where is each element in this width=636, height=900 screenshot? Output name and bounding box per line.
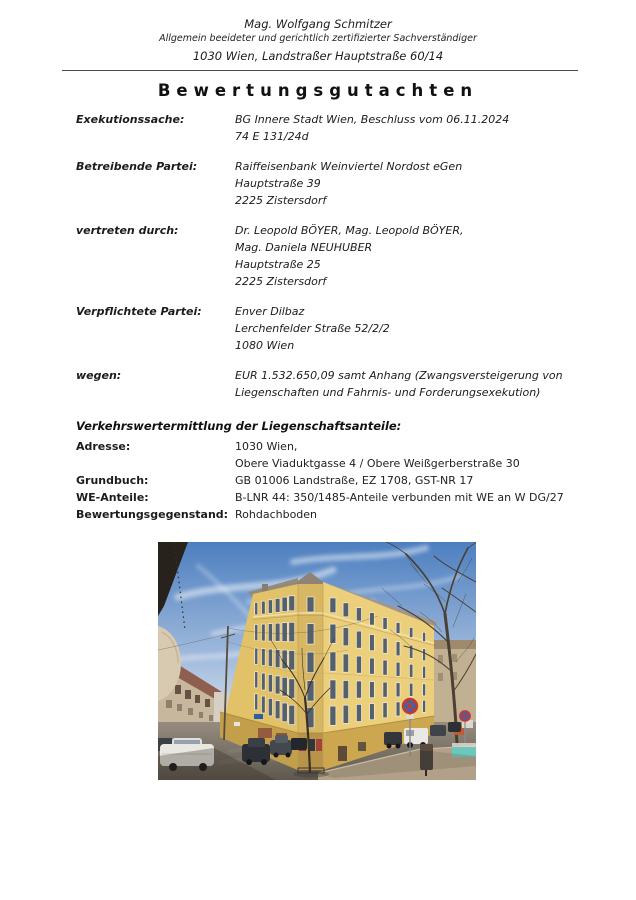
case-row-exekutionssache	[76, 111, 606, 145]
row-value	[235, 438, 520, 472]
property-row-adresse	[76, 438, 606, 472]
row-label: Verpflichtete Partei:	[76, 305, 202, 318]
row-label: Exekutionssache:	[76, 113, 185, 126]
property-row-bewertungsgegenstand	[76, 506, 606, 523]
row-label: Adresse:	[76, 440, 131, 453]
row-label: Bewertungsgegenstand:	[76, 508, 229, 521]
row-label: Grundbuch:	[76, 474, 149, 487]
row-line: Raiffeisenbank Weinviertel Nordost eGen	[235, 160, 463, 173]
row-line: Dr. Leopold BÖYER, Mag. Leopold BÖYER,	[235, 224, 464, 237]
case-row-vertreten-durch	[76, 222, 606, 290]
row-line: Liegenschaften und Fahrnis- und Forderungsexekution)	[235, 386, 541, 399]
row-line: B-LNR 44: 350/1485-Anteile verbunden mit WE an W DG/27	[235, 491, 564, 504]
row-line: GB 01006 Landstraße, EZ 1708, GST-NR 17	[235, 474, 474, 487]
row-line: EUR 1.532.650,09 samt Anhang (Zwangsversteigerung von	[235, 369, 563, 382]
row-line: Enver Dilbaz	[235, 305, 305, 318]
row-line: Hauptstraße 39	[235, 177, 321, 190]
row-label: vertreten durch:	[76, 224, 179, 237]
row-label: wegen:	[76, 369, 122, 382]
row-line: Lerchenfelder Straße 52/2/2	[235, 322, 390, 335]
row-value	[235, 158, 462, 209]
case-details	[76, 111, 606, 414]
case-row-wegen	[76, 367, 606, 401]
building-photo-illustration	[158, 542, 476, 780]
expert-address: 1030 Wien, Landstraßer Hauptstraße 60/14	[192, 49, 444, 63]
row-label: Betreibende Partei:	[76, 160, 198, 173]
expert-subtitle: Allgemein beeideter und gerichtlich zertifizierter Sachverständiger	[159, 33, 477, 44]
document-header	[0, 17, 636, 63]
row-line: Mag. Daniela NEUHUBER	[235, 241, 373, 254]
row-line: Rohdachboden	[235, 508, 318, 521]
row-value	[235, 111, 509, 145]
row-line: 1080 Wien	[235, 339, 295, 352]
case-row-verpflichtete-partei	[76, 303, 606, 354]
document-title: Bewertungsgutachten	[157, 81, 479, 100]
expert-name: Mag. Wolfgang Schmitzer	[244, 17, 392, 31]
row-value	[235, 489, 564, 506]
row-label: WE-Anteile:	[76, 491, 149, 504]
property-details	[76, 438, 606, 523]
row-line: 2225 Zistersdorf	[235, 275, 327, 288]
row-value	[235, 303, 390, 354]
row-line: Obere Viaduktgasse 4 / Obere Weißgerberstraße 30	[235, 457, 520, 470]
row-line: BG Innere Stadt Wien, Beschluss vom 06.11.2024	[235, 113, 510, 126]
property-photo	[158, 542, 476, 780]
case-row-betreibende-partei	[76, 158, 606, 209]
row-value	[235, 367, 563, 401]
property-row-we-anteile	[76, 489, 606, 506]
row-line: 2225 Zistersdorf	[235, 194, 327, 207]
row-line: 1030 Wien,	[235, 440, 298, 453]
row-line: 74 E 131/24d	[235, 130, 309, 143]
section-heading: Verkehrswertermittlung der Liegenschaftsanteile:	[76, 419, 402, 433]
header-divider	[62, 70, 578, 71]
row-line: Hauptstraße 25	[235, 258, 321, 271]
row-value	[235, 222, 463, 290]
property-row-grundbuch	[76, 472, 606, 489]
row-value	[235, 506, 317, 523]
row-value	[235, 472, 473, 489]
